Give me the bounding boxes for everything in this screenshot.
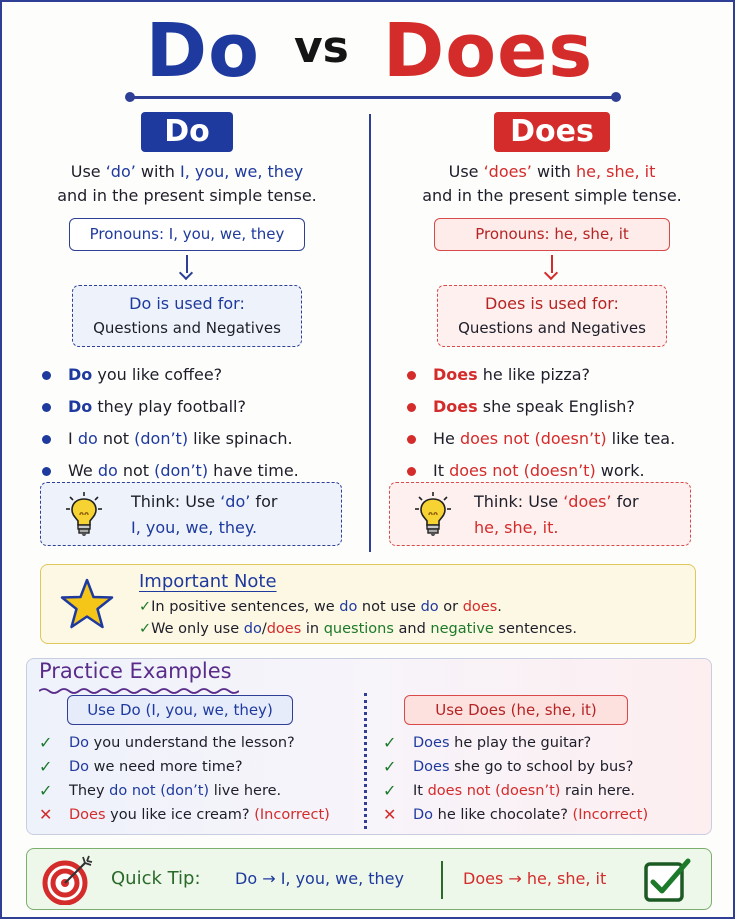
example-not: not <box>117 461 155 480</box>
example-not: not <box>97 429 135 448</box>
check-icon: ✓ <box>383 757 397 776</box>
note-text: or <box>438 599 463 615</box>
title-underline-dot-left <box>125 92 135 102</box>
example-text: have time. <box>208 461 299 480</box>
do-usage-text: Use <box>70 162 106 181</box>
example-text: work. <box>595 461 645 480</box>
example-keyword: Does <box>433 397 478 416</box>
example-subject: We <box>68 461 98 480</box>
important-note-box <box>40 564 696 644</box>
example-text: he like chocolate? <box>433 807 573 823</box>
list-item <box>40 423 352 455</box>
think-prefix: Think: Use <box>474 492 564 511</box>
practice-does-header <box>404 695 628 725</box>
check-icon: ✓ <box>39 733 53 752</box>
example-text: she speak English? <box>477 397 635 416</box>
do-usage <box>22 160 352 208</box>
cross-icon: ✕ <box>39 805 53 824</box>
do-think-box <box>40 482 342 546</box>
list-item <box>39 779 330 803</box>
example-keyword: do <box>97 461 118 480</box>
note-does: does <box>462 599 498 615</box>
note-negative: negative <box>430 621 494 637</box>
practice-do-header <box>67 695 293 725</box>
example-text: live here. <box>209 783 282 799</box>
do-used-for-title: Do is used for: <box>129 294 245 313</box>
checkbox-icon <box>643 857 691 903</box>
think-for: for <box>250 492 278 511</box>
does-down-arrow-icon <box>545 255 559 281</box>
practice-do-list <box>39 731 330 827</box>
check-icon: ✓ <box>383 733 397 752</box>
cross-icon: ✕ <box>383 805 397 824</box>
think-word: ‘do’ <box>220 492 251 511</box>
important-note-title: Important Note <box>139 571 277 592</box>
do-column <box>22 112 352 537</box>
practice-examples-box <box>26 658 712 835</box>
example-text: he like pizza? <box>477 365 591 384</box>
note-text: in <box>301 621 324 637</box>
quick-tip-label: Quick Tip: <box>111 868 201 889</box>
note-questions: questions <box>323 621 394 637</box>
example-text: like tea. <box>606 429 676 448</box>
think-for: for <box>611 492 639 511</box>
header-keyword: Do <box>120 701 141 719</box>
note-text: not use <box>357 599 421 615</box>
example-text: they play football? <box>92 397 246 416</box>
example-subject: It <box>433 461 450 480</box>
lightbulb-icon <box>65 491 103 539</box>
note-text: . <box>497 599 502 615</box>
note-text: / <box>261 621 267 637</box>
squiggle-underline <box>39 687 239 695</box>
example-text: she go to school by bus? <box>449 759 634 775</box>
example-keyword: Do <box>68 365 93 384</box>
note-text: and <box>393 621 431 637</box>
does-usage <box>387 160 717 208</box>
do-usage-with: with <box>135 162 180 181</box>
example-text: rain here. <box>560 783 636 799</box>
do-down-arrow-icon <box>180 255 194 281</box>
list-item <box>405 391 717 423</box>
practice-does-list <box>383 731 648 827</box>
quick-tip-does: Does → he, she, it <box>463 869 607 888</box>
header-pronouns: (I, you, we, they) <box>140 701 273 719</box>
does-usage-text: Use <box>448 162 484 181</box>
header-text: Use <box>435 701 469 719</box>
practice-title: Practice Examples <box>39 659 232 683</box>
header-text: Use <box>87 701 120 719</box>
list-item <box>39 803 330 827</box>
list-item <box>383 755 648 779</box>
title-underline-dot-right <box>611 92 621 102</box>
example-subject: It <box>413 783 428 799</box>
do-usage-word: ‘do’ <box>105 162 136 181</box>
example-keyword: do <box>77 429 98 448</box>
does-usage-word: ‘does’ <box>483 162 532 181</box>
title-do: Do <box>145 8 260 94</box>
incorrect-label: (Incorrect) <box>572 807 649 823</box>
target-icon <box>41 855 93 905</box>
check-icon: ✓ <box>39 757 53 776</box>
example-subject: They <box>69 783 110 799</box>
note-does: does <box>266 621 302 637</box>
does-example-list <box>387 359 717 487</box>
do-example-list <box>22 359 352 487</box>
example-subject: He <box>433 429 460 448</box>
example-text: we need more time? <box>89 759 243 775</box>
example-keyword: does not (doesn’t) <box>449 461 596 480</box>
note-text: We only use <box>151 621 244 637</box>
does-usage-pronouns: he, she, it <box>576 162 656 181</box>
list-item <box>40 359 352 391</box>
page-title <box>2 8 735 94</box>
example-text: like spinach. <box>188 429 293 448</box>
check-icon: ✓ <box>139 621 152 637</box>
example-keyword: does not (doesn’t) <box>459 429 607 448</box>
note-line-1 <box>139 599 502 615</box>
example-keyword: do not (don’t) <box>109 783 210 799</box>
does-used-for-title: Does is used for: <box>485 294 619 313</box>
example-keyword: Do <box>69 735 90 751</box>
example-text: he play the guitar? <box>449 735 592 751</box>
example-contraction: (don’t) <box>154 461 209 480</box>
note-text: In positive sentences, we <box>151 599 340 615</box>
title-underline <box>132 96 615 99</box>
note-do: do <box>339 599 358 615</box>
does-pronouns-box: Pronouns: he, she, it <box>434 218 670 251</box>
does-think-box <box>389 482 691 546</box>
quick-tip-separator <box>441 861 443 899</box>
note-line-2 <box>139 621 577 637</box>
does-column <box>387 112 717 537</box>
do-think-text <box>131 489 277 541</box>
does-usage-line2: and in the present simple tense. <box>422 186 682 205</box>
do-usage-pronouns: I, you, we, they <box>179 162 304 181</box>
title-vs: vs <box>293 22 349 73</box>
example-keyword: Does <box>433 365 478 384</box>
do-usage-line2: and in the present simple tense. <box>57 186 317 205</box>
list-item <box>405 423 717 455</box>
example-keyword: Do <box>413 807 434 823</box>
star-icon <box>59 577 115 631</box>
list-item <box>383 731 648 755</box>
list-item <box>405 359 717 391</box>
do-used-for-text: Questions and Negatives <box>93 319 281 337</box>
quick-tip-do: Do → I, you, we, they <box>235 869 404 888</box>
list-item <box>383 779 648 803</box>
example-keyword: Does <box>413 735 450 751</box>
title-does: Does <box>382 8 594 94</box>
think-pronouns: I, you, we, they. <box>131 518 258 537</box>
list-item <box>39 731 330 755</box>
column-divider <box>369 114 371 552</box>
practice-divider <box>364 693 367 829</box>
header-keyword: Does <box>468 701 506 719</box>
think-pronouns: he, she, it. <box>474 518 559 537</box>
does-used-for-box <box>437 285 667 347</box>
note-text: sentences. <box>493 621 577 637</box>
example-subject: I <box>68 429 78 448</box>
does-used-for-text: Questions and Negatives <box>458 319 646 337</box>
incorrect-label: (Incorrect) <box>254 807 330 823</box>
example-text: you understand the lesson? <box>89 735 295 751</box>
list-item <box>40 391 352 423</box>
example-keyword: Does <box>69 807 106 823</box>
do-used-for-box <box>72 285 302 347</box>
does-think-text <box>474 489 639 541</box>
example-keyword: Does <box>413 759 450 775</box>
check-icon: ✓ <box>39 781 53 800</box>
list-item <box>383 803 648 827</box>
do-pronouns-box: Pronouns: I, you, we, they <box>69 218 305 251</box>
example-keyword: Do <box>68 397 93 416</box>
check-icon: ✓ <box>139 599 152 615</box>
note-do: do <box>420 599 439 615</box>
example-keyword: Do <box>69 759 90 775</box>
lightbulb-icon <box>414 491 452 539</box>
example-contraction: (don’t) <box>134 429 189 448</box>
list-item <box>39 755 330 779</box>
do-badge: Do <box>141 112 233 152</box>
example-text: you like ice cream? <box>105 807 255 823</box>
think-prefix: Think: Use <box>131 492 221 511</box>
note-do: do <box>243 621 262 637</box>
example-text: you like coffee? <box>92 365 223 384</box>
does-usage-with: with <box>531 162 577 181</box>
example-keyword: does not (doesn’t) <box>427 783 561 799</box>
quick-tip-box <box>26 848 712 910</box>
check-icon: ✓ <box>383 781 397 800</box>
does-badge: Does <box>494 112 610 152</box>
header-pronouns: (he, she, it) <box>505 701 597 719</box>
think-word: ‘does’ <box>563 492 612 511</box>
